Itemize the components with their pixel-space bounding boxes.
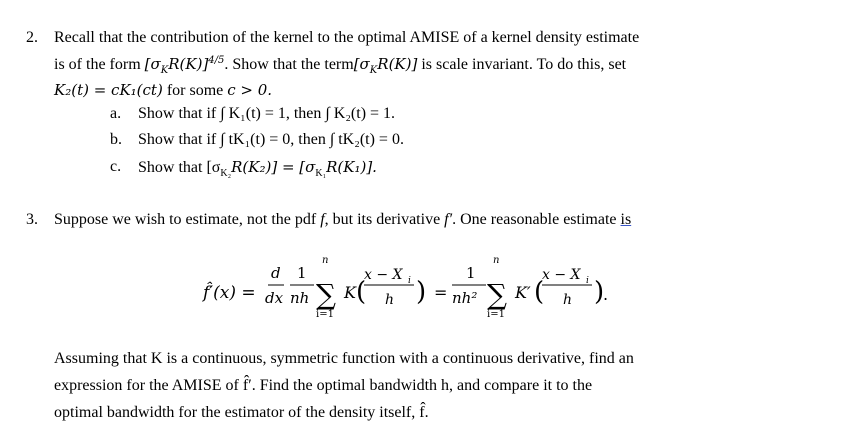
text: Show that [σ [138,159,221,176]
eq-nh2: nh² [452,289,478,307]
item-c-text [138,157,377,178]
math-sub: K₁ [315,168,327,180]
problem-3-number: 3. [26,211,38,228]
text: . One reasonable estimate [452,211,621,228]
eq-d: d [271,264,281,282]
math-part: [σ [353,55,370,73]
math-sub: K [160,65,169,76]
text: , but its derivative [324,211,445,228]
eq-paren-close: ) [416,277,427,307]
math: c > 0. [227,81,273,99]
eq-frac-top-b: x − X [542,267,581,283]
problem-2-line-3 [54,80,272,101]
math: K₂(t) = cK₁(ct) [54,81,163,99]
eq-equals: = [434,283,448,302]
math-part: [σ [144,55,161,73]
eq-period: . [603,285,609,304]
item-a-label: a. [110,105,122,122]
math [353,55,418,76]
problem-3-line-1 [54,210,631,230]
eq-one: 1 [297,264,307,282]
eq-paren-open-b: ( [534,277,545,307]
eq-nh: nh [290,289,310,307]
eq-one-b: 1 [466,264,476,282]
eq-frac-top: x − X [364,267,403,283]
problem-3-para-1: Assuming that K is a continuous, symmetric function with a continuous derivative, find an [54,350,634,367]
text: . Show that the term [224,56,354,73]
problem-2-line-2 [54,54,626,75]
math: f [320,211,325,228]
eq-dx: dx [265,289,284,307]
text: is scale invariant. To do this, set [417,56,627,73]
text: Suppose we wish to estimate, not the pdf [54,211,321,228]
eq-K: K [344,283,356,302]
eq-h-b: h [563,292,573,308]
item-a-text: Show that if ∫ K₁(t) = 1, then ∫ K₂(t) = 1. [138,105,396,122]
eq-sum-top: n [322,255,329,266]
text: for some [162,82,228,99]
problem-3-para-3: optimal bandwidth for the estimator of the density itself, f̂. [54,404,429,421]
math: R(K₁)]. [326,158,377,176]
eq-frac-sub: i [408,276,411,286]
math-sub: K [369,65,378,76]
math-sub: K₂ [220,168,232,180]
problem-3-para-2: expression for the AMISE of f̂′. Find the optimal bandwidth h, and compare it to the [54,377,593,394]
eq-sum-sign: ∑ [316,278,336,311]
eq-paren-close-b: ) [594,277,605,307]
math: R(K₂)] = [σ [231,158,316,176]
item-b-label: b. [110,131,122,148]
underlined-word: is [620,211,632,228]
problem-2-line-1: Recall that the contribution of the kernel to the optimal AMISE of a kernel density estimate [54,29,640,46]
eq-paren-open: ( [356,277,367,307]
math [144,55,225,76]
eq-sum-bottom-b: i=1 [487,309,505,320]
eq-sum-top-b: n [493,255,500,266]
eq-sum-bottom: i=1 [316,309,334,320]
eq-h: h [385,292,395,308]
item-b-text: Show that if ∫ tK₁(t) = 0, then ∫ tK₂(t) = 0. [138,131,404,148]
item-c-label: c. [110,158,122,175]
eq-sum-sign-b: ∑ [487,278,507,311]
math-part: R(K)] [168,55,209,73]
text: is of the form [54,56,145,73]
math-part: R(K)] [377,55,418,73]
math-sup: 4/5 [208,55,225,66]
problem-2-number: 2. [26,29,38,46]
eq-lhs: f̂′(x) = [203,283,256,303]
math: f′ [444,211,453,228]
eq-Kprime: K′ [515,283,531,302]
eq-frac-sub-b: i [586,276,589,286]
